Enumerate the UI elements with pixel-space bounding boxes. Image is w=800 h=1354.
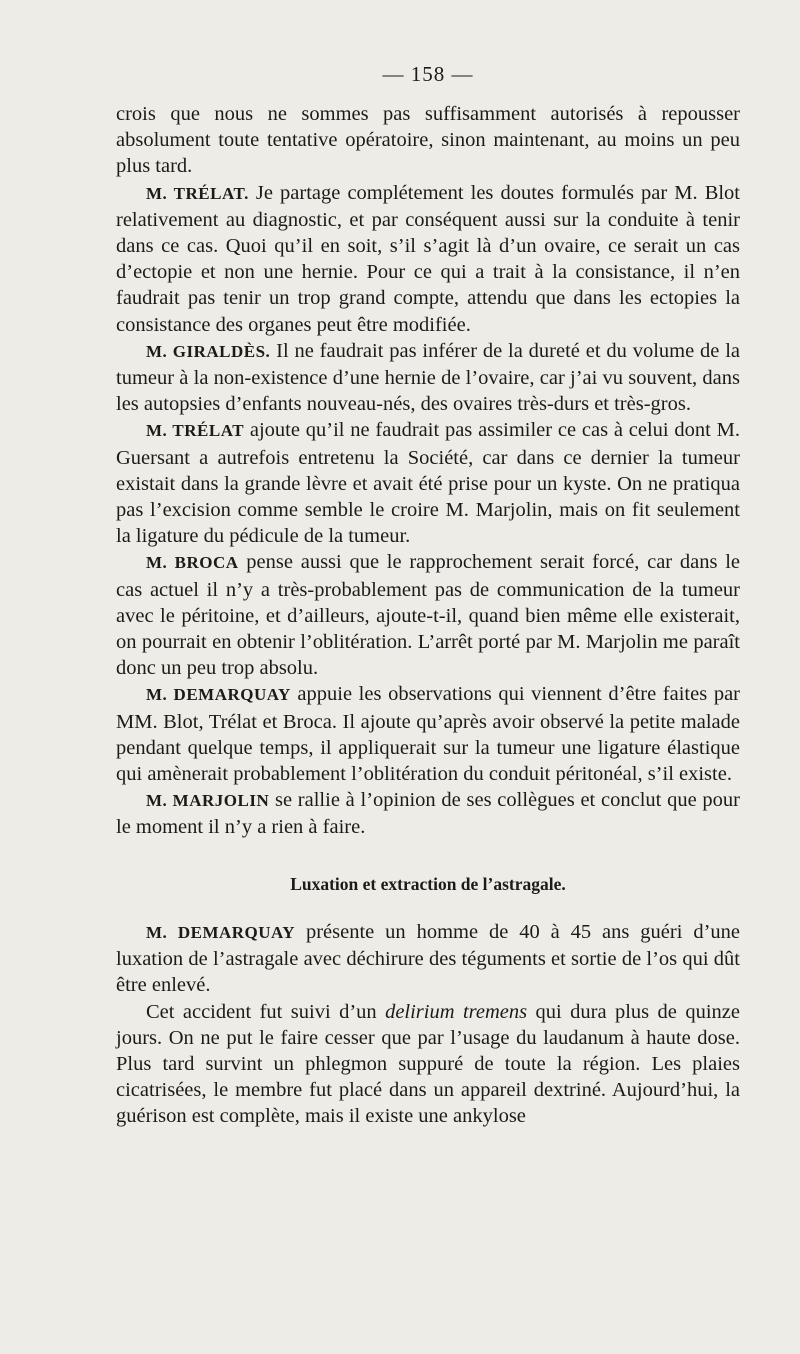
paragraph-text: appuie les observations qui viennent d’être faites par MM. Blot, Trélat et Broca. Il ajoute qu’après avoir observé la petite malade pendant quelque temps, il appliquerait sur la tumeur une ligature élastique qui amènerait probablement l’oblitération du conduit péritonéal, s’il existe. [116, 683, 740, 786]
speaker-name: M. MARJOLIN [146, 791, 270, 811]
speaker-name: M. BROCA [146, 553, 239, 573]
paragraph-text: Il ne faudrait pas inférer de la dureté et du volume de la tumeur à la non-existence d’une hernie de l’ovaire, car j’ai vu souvent, dans les autopsies d’enfants nouveau-nés, des ovaires très-durs et très-gros. [116, 339, 740, 416]
paragraph-text: présente un homme de 40 à 45 ans guéri d’une luxation de l’astragale avec déchirure des téguments et sortie de l’os qui dût être enlevé. [116, 920, 740, 997]
paragraph-text: qui dura plus de quinze jours. On ne put le faire cesser que par l’usage du laudanum à haute dose. Plus tard survint un phlegmon suppuré de toute la région. Les plaies cicatrisées, le membre fut placé dans un appareil dextriné. Aujourd’hui, la guérison est complète, mais il existe une ankylose [116, 1000, 740, 1128]
paragraph-text: Je partage complétement les doutes formulés par M. Blot relativement au diagnostic, et par conséquent aussi sur la conduite à tenir dans ce cas. Quoi qu’il en soit, s’il s’agit là d’un ovaire, ce serait un cas d’ectopie et non une hernie. Pour ce qui a trait à la consistance, il n’en faudrait pas tenir un trop grand compte, attendu que dans les ectopies la consistance des organes peut être modifiée. [116, 181, 741, 336]
paragraph [116, 549, 740, 681]
paragraph [116, 787, 740, 840]
body-text [116, 101, 740, 1130]
speaker-name: M. TRÉLAT. [146, 183, 249, 203]
speaker-name: M. DEMARQUAY [146, 922, 296, 942]
speaker-name: M. TRÉLAT [146, 421, 245, 441]
paragraph-text: Cet accident fut suivi d’un [146, 1000, 386, 1023]
section-title: Luxation et extraction de l’astragale. [290, 873, 566, 894]
paragraph [116, 338, 740, 418]
paragraph [116, 681, 740, 787]
paragraph [116, 417, 740, 549]
paragraph-text: ajoute qu’il ne faudrait pas assimiler ce cas à celui dont M. Guersant a autrefois entretenu la Société, car dans ce dernier la tumeur existait dans la grande lèvre et avait été prise pour un kyste. On ne pratiqua pas l’excision comme semble le croire M. Marjolin, mais on fit seulement la ligature du pédicule de la tumeur. [116, 419, 740, 548]
paragraph [116, 919, 740, 999]
speaker-name: M. DEMARQUAY [146, 685, 291, 705]
paragraph-text: pense aussi que le rapprochement serait forcé, car dans le cas actuel il n’y a très-probablement pas de communication de la tumeur avec le péritoine, et d’ailleurs, ajoute-t-il, quand bien même elle existerait, on pourrait en obtenir l’oblitération. L’arrêt porté par M. Marjolin me paraît donc un peu trop absolu. [116, 551, 740, 680]
paragraph-text: crois que nous ne sommes pas suffisamment autorisés à repousser absolument toute tentative opératoire, sinon maintenant, au moins un peu plus tard. [116, 103, 740, 178]
paragraph [116, 999, 740, 1130]
paragraph [116, 180, 740, 338]
page-number: — 158 — [382, 62, 474, 86]
paragraph [116, 101, 740, 180]
italic-term: delirium tremens [385, 1000, 528, 1023]
paragraph-text: se rallie à l’opinion de ses collègues et conclut que pour le moment il n’y a rien à faire. [116, 789, 741, 839]
speaker-name: M. GIRALDÈS. [146, 341, 271, 361]
